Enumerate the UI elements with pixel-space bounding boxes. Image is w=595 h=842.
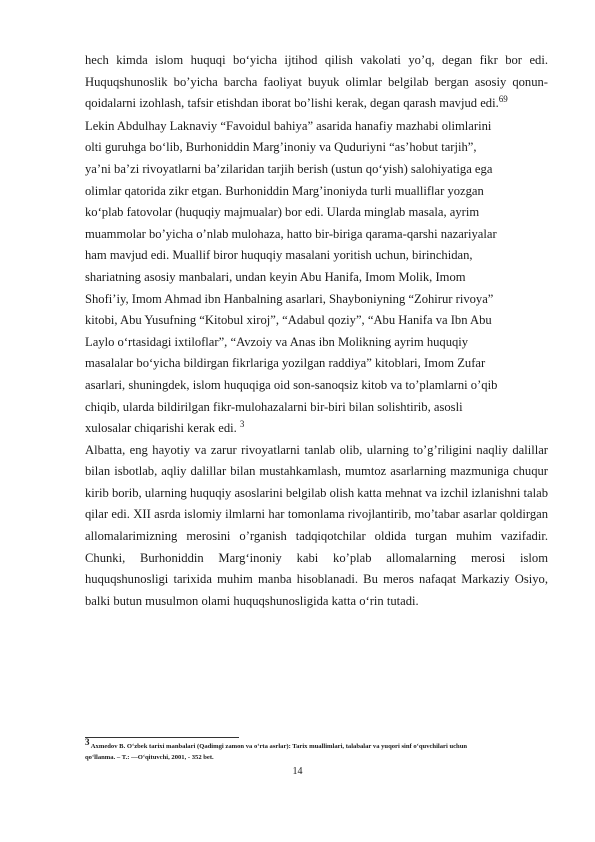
footnote-line-2: qo‘llanma. – T.: —O‘qituvchi, 2001, - 352 bet.: [85, 754, 214, 761]
page-number: 14: [292, 766, 303, 777]
paragraph-1-text: hech kimda islom huquqi bo‘yicha ijtihod qilish vakolati yo’q, degan fikr bor edi. Huquqshunoslik bo’yicha barcha faoliyat buyuk olimlar belgilab bergan asosiy qonun-qoidalarni izohlash, tafsir etishdan iborat bo’lishi kerak, degan qarash mavjud edi.: [85, 53, 548, 111]
paragraph-2-line: kitobi, Abu Yusufning “Kitobul xiroj”, “Adabul qoziy”, “Abu Hanifa va Ibn Abu: [85, 313, 492, 328]
footnote-text-1: Axmedov B. O‘zbek tarixi manbalari (Qadimgi zamon va o‘rta asrlar): Tarix muallimlari, talabalar va yuqori sinf o‘quvchilari uchun: [89, 743, 468, 750]
footnote-reference-3: 3: [239, 418, 245, 429]
reference-69: 69: [498, 94, 508, 104]
paragraph-2-line: olti guruhga bo‘lib, Burhoniddin Marg’inoniy va Quduriyni “as’hobut tarjih”,: [85, 140, 477, 155]
paragraph-3: Albatta, eng hayotiy va zarur rivoyatlarni tanlab olib, ularning to’g’riligini naqliy dalillar bilan isbotlab, aqliy dalillar bilan mustahkamlash, mumtoz asarlarning mazmuniga chuqur kirib borib, ularning huquqiy asoslarini belgilab olish katta mehnat va izchil izlanishni talab qilar edi. XII asrda islomiy ilmlarni har tomonlama rivojlantirib, mo’tabar asarlar qoldirgan allomalarimizning merosini o’rganish tadqiqotchilar oldida turgan muhim vazifadir. Chunki, Burhoniddin Marg‘inoniy kabi ko’plab allomalarning merosi islom huquqshunosligi tarixida muhim manba hisoblanadi. Bu meros nafaqat Markaziy Osiyo, balki butun musulmon olami huquqshunosligida katta o‘rin tutadi.: [85, 442, 548, 608]
paragraph-2: [85, 116, 548, 440]
paragraph-2-line: masalalar bo‘yicha bildirgan fikrlariga yozilgan raddiya” kitoblari, Imom Zufar: [85, 356, 486, 371]
footnote-number: 3: [85, 736, 90, 747]
paragraph-2-line: olimlar qatorida zikr etgan. Burhoniddin Marg’inoniyda turli mualliflar yozgan: [85, 183, 484, 198]
paragraph-2-line: asarlari, shuningdek, islom huquqiga oid son-sanoqsiz kitob va to’plamlarni o’qib: [85, 377, 498, 392]
paragraph-2-line: Lekin Abdulhay Laknaviy “Favoidul bahiya” asarida hanafiy mazhabi olimlarini: [85, 118, 492, 133]
paragraph-2-line: Shofi’iy, Imom Ahmad ibn Hanbalning asarlari, Shayboniyning “Zohirur rivoya”: [85, 291, 494, 306]
paragraph-2-line: muammolar bo’yicha o’nlab mulohaza, hatto bir-biriga qarama-qarshi nazariyalar: [85, 226, 497, 241]
paragraph-2-line: ko‘plab fatovolar (huquqiy majmualar) bor edi. Ularda minglab masala, ayrim: [85, 205, 480, 220]
page-body: [85, 50, 548, 612]
paragraph-2-line: Laylo o‘rtasidagi ixtiloflar”, “Avzoiy va Anas ibn Molikning ayrim huquqiy: [85, 334, 469, 349]
paragraph-2-line: ham mavjud edi. Muallif biror huquqiy masalani yoritish uchun, birinchidan,: [85, 248, 473, 263]
footnote: [85, 736, 548, 763]
paragraph-2-line: shariatning asosiy manbalari, undan keyin Abu Hanifa, Imom Molik, Imom: [85, 269, 466, 284]
paragraph-2-line: chiqib, ularda bildirilgan fikr-mulohazalarni bir-biri bilan solishtirib, asosli: [85, 399, 463, 414]
footnote-separator: [85, 737, 239, 738]
paragraph-2-line: ya’ni ba’zi rivoyatlarni ba’zilaridan tarjih berish (ustun qo‘yish) salohiyatiga ega: [85, 161, 493, 176]
paragraph-2-line: [85, 418, 548, 440]
footnote-line-1: [85, 736, 548, 752]
paragraph-1: [85, 50, 548, 115]
paragraph-2-last-text: xulosalar chiqarishi kerak edi.: [85, 421, 240, 436]
